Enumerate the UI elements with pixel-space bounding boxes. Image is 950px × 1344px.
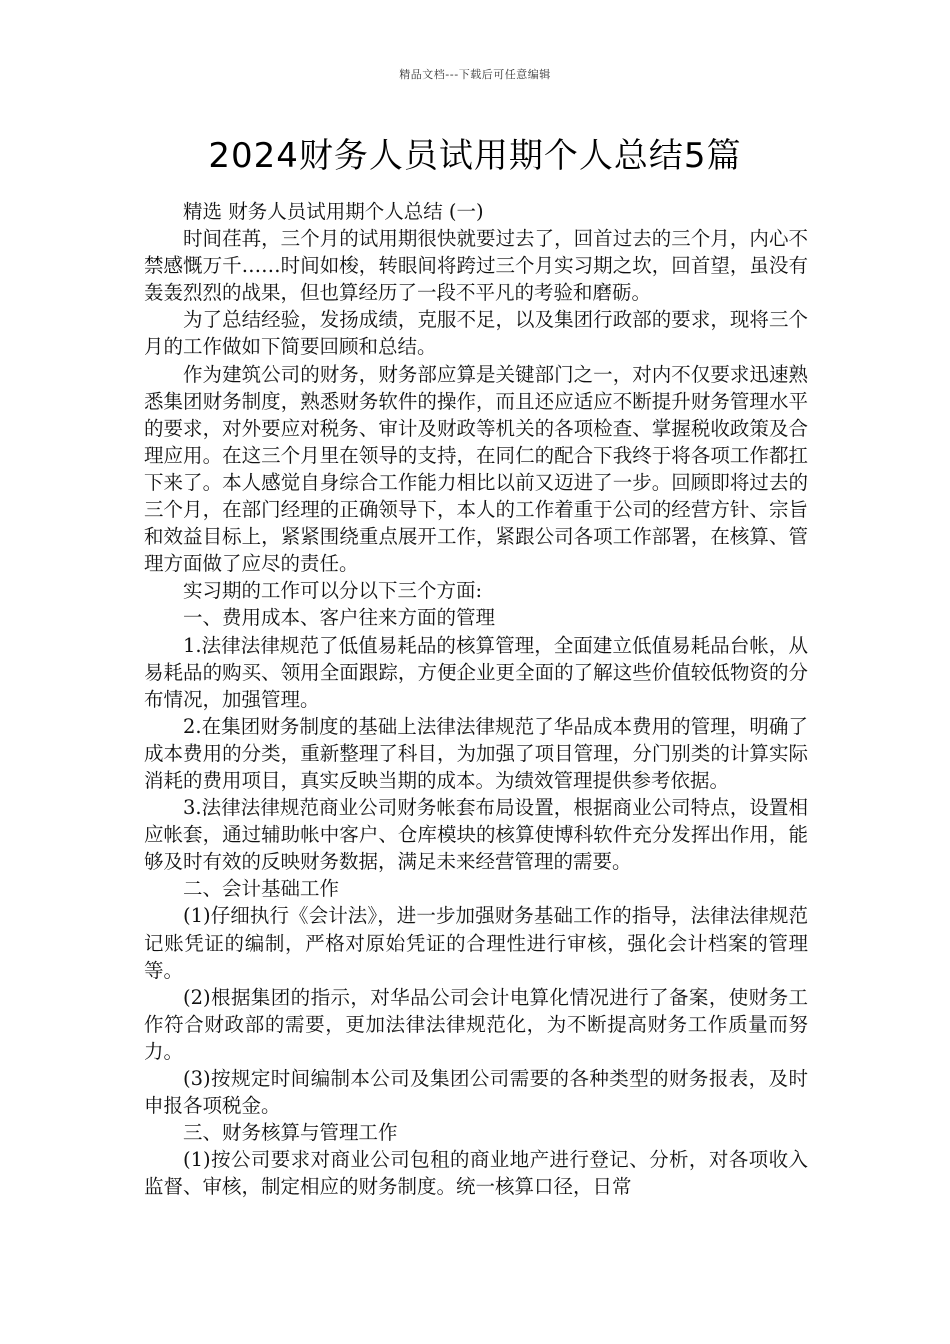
paragraph: 精选 财务人员试用期个人总结 (一) [183, 200, 484, 223]
section-heading: 一、费用成本、客户往来方面的管理 [183, 606, 496, 630]
section-heading: 三、财务核算与管理工作 [183, 1121, 398, 1145]
paragraph: (2)根据集团的指示，对华品公司会计电算化情况进行了备案，使财务工作符合财政部的需要，更加法律法律规范化，为不断提高财务工作质量而努力。 [144, 985, 808, 1063]
paragraph: 作为建筑公司的财务，财务部应算是关键部门之一，对内不仅要求迅速熟悉集团财务制度，熟悉财务软件的操作，而且还应适应不断提升财务管理水平的要求，对外要应对税务、审计及财政等机关的各项检查、掌握税收政策及合理应用。在这三个月里在领导的支持，在同仁的配合下我终于将各项工作都扛下来了。本人感觉自身综合工作能力相比以前又迈进了一步。回顾即将过去的三个月，在部门经理的正确领导下，本人的工作着重于公司的经营方针、宗旨和效益目标上，紧紧围绕重点展开工作，紧跟公司各项工作部署，在核算、管理方面做了应尽的责任。 [144, 362, 808, 576]
paragraph: 2.在集团财务制度的基础上法律法律规范了华品成本费用的管理，明确了成本费用的分类，重新整理了科目，为加强了项目管理，分门别类的计算实际消耗的费用项目，真实反映当期的成本。为绩效管理提供参考依据。 [144, 714, 808, 792]
section-heading: 二、会计基础工作 [183, 877, 340, 901]
paragraph: 3.法律法律规范商业公司财务帐套布局设置，根据商业公司特点，设置相应帐套，通过辅助帐中客户、仓库模块的核算使博科软件充分发挥出作用，能够及时有效的反映财务数据，满足未来经营管理的需要。 [144, 796, 808, 874]
paragraph: (1)仔细执行《会计法》，进一步加强财务基础工作的指导，法律法律规范记账凭证的编制，严格对原始凭证的合理性进行审核，强化会计档案的管理等。 [144, 904, 808, 982]
paragraph: 时间荏苒，三个月的试用期很快就要过去了，回首过去的三个月，内心不禁感慨万千……时间如梭，转眼间将跨过三个月实习期之坎，回首望，虽没有轰轰烈烈的战果，但也算经历了一段不平凡的考验和磨砺。 [144, 227, 808, 305]
paragraph: (1)按公司要求对商业公司包租的商业地产进行登记、分析，对各项收入监督、审核，制定相应的财务制度。统一核算口径，日常 [144, 1148, 808, 1199]
paragraph: 实习期的工作可以分以下三个方面: [183, 579, 483, 603]
paragraph: (3)按规定时间编制本公司及集团公司需要的各种类型的财务报表，及时申报各项税金。 [144, 1067, 808, 1118]
page-header-note: 精品文档---下载后可任意编辑 [399, 68, 551, 81]
document-title: 2024财务人员试用期个人总结5篇 [208, 136, 742, 176]
document-body [144, 198, 808, 1200]
paragraph: 1.法律法律规范了低值易耗品的核算管理，全面建立低值易耗品台帐，从易耗品的购买、领用全面跟踪，方便企业更全面的了解这些价值较低物资的分布情况，加强管理。 [144, 633, 808, 711]
paragraph: 为了总结经验，发扬成绩，克服不足，以及集团行政部的要求，现将三个月的工作做如下简要回顾和总结。 [144, 308, 808, 359]
